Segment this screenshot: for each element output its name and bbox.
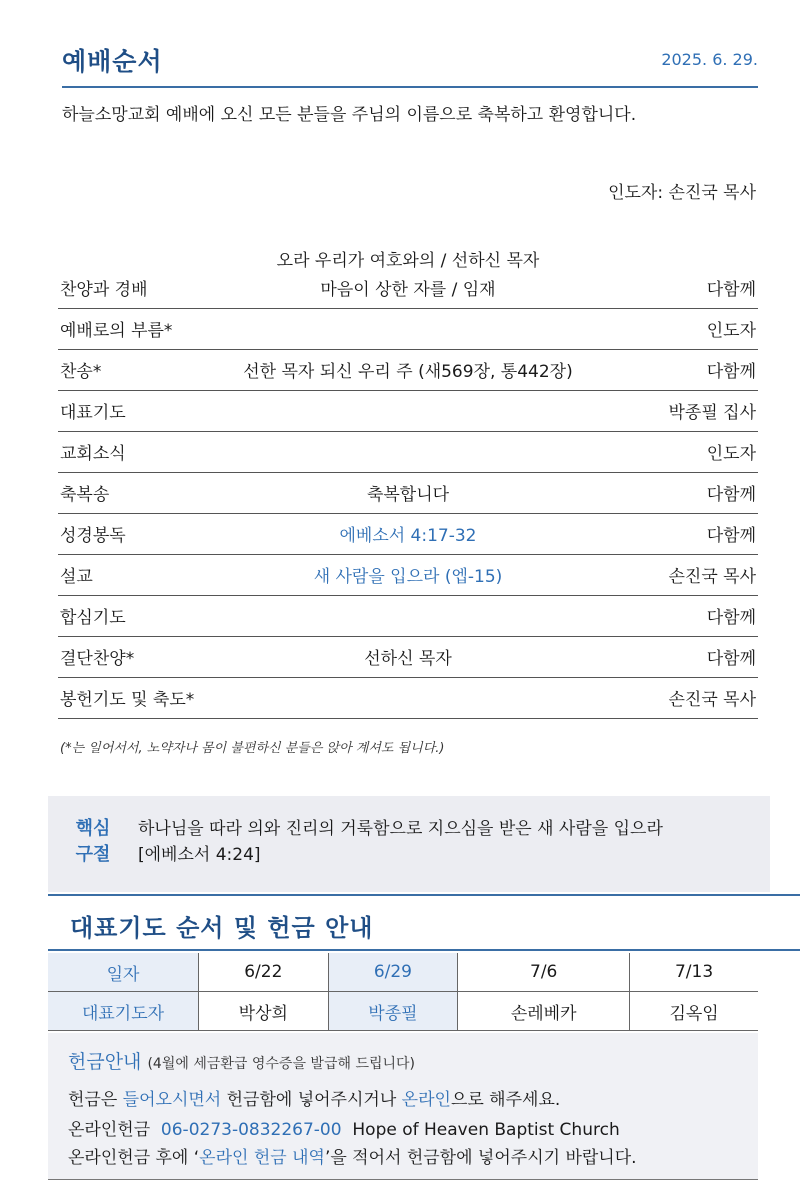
order-content: 선한 목자 되신 우리 주 (새569장, 통442장) (243, 362, 573, 382)
order-by: 다함께 (706, 608, 756, 628)
text-span: 헌금은 (68, 1090, 123, 1110)
scripture-reading: 에베소서 4:17-32 (339, 526, 477, 546)
welcome-message: 하늘소망교회 예배에 오신 모든 분들을 주님의 이름으로 축복하고 환영합니다. (62, 105, 637, 125)
order-content: 마음이 상한 자를 / 임재 (320, 280, 496, 300)
table-cell: 6/22 (199, 953, 329, 992)
table-cell-current: 6/29 (328, 953, 458, 992)
key-verse-panel (48, 796, 770, 892)
text-span-highlight: 온라인 (401, 1090, 451, 1110)
key-verse-label-line1: 핵심 (75, 818, 111, 839)
order-by: 다함께 (706, 526, 756, 546)
order-row (58, 309, 758, 350)
sermon-title: 새 사람을 입으라 (엡-15) (313, 567, 503, 587)
key-verse-body: 하나님을 따라 의와 진리의 거룩함으로 지으심을 받은 새 사람을 입으라 (138, 819, 663, 839)
key-verse-label (70, 816, 116, 868)
order-by: 다함께 (706, 649, 756, 669)
offering-line-3 (68, 1143, 637, 1168)
prayer-schedule-table (48, 953, 758, 1031)
order-content: 선하신 목자 (364, 649, 452, 669)
order-row (58, 391, 758, 432)
key-verse-text (138, 816, 663, 868)
order-item: 대표기도 (60, 403, 126, 423)
table-cell-current: 박종필 (328, 992, 458, 1031)
order-row (58, 473, 758, 514)
order-row (58, 432, 758, 473)
order-by: 다함께 (706, 280, 756, 300)
order-row (58, 555, 758, 596)
table-row (48, 992, 758, 1031)
order-content-line1: 오라 우리가 여호와의 / 선하신 목자 (276, 251, 540, 271)
order-item: 결단찬양* (60, 649, 135, 669)
offering-line-1 (68, 1085, 560, 1110)
order-content: 축복합니다 (366, 485, 450, 505)
divider (48, 894, 800, 896)
table-row (48, 953, 758, 992)
order-item: 합심기도 (60, 608, 126, 628)
page-header (62, 38, 758, 88)
order-by: 다함께 (706, 362, 756, 382)
table-cell: 박상희 (199, 992, 329, 1031)
text-span: 온라인헌금 (68, 1120, 161, 1140)
order-of-worship (58, 240, 758, 719)
offering-line-2 (68, 1115, 620, 1140)
order-item: 예배로의 부름* (60, 321, 173, 341)
order-row (58, 514, 758, 555)
divider (48, 949, 800, 951)
table-cell: 김옥임 (630, 992, 758, 1031)
order-row (58, 240, 758, 309)
order-item: 찬양과 경배 (60, 280, 148, 300)
offering-title (68, 1047, 415, 1074)
key-verse-reference: [에베소서 4:24] (138, 845, 261, 865)
section-title: 대표기도 순서 및 헌금 안내 (70, 914, 374, 942)
order-by: 손진국 목사 (668, 567, 756, 587)
order-row (58, 596, 758, 637)
text-span-highlight: 들어오시면서 (122, 1090, 222, 1110)
person-header: 대표기도자 (48, 992, 199, 1031)
order-item: 교회소식 (60, 444, 126, 464)
table-cell: 7/13 (630, 953, 758, 992)
text-span: ’을 적어서 헌금함에 넣어주시기 바랍니다. (324, 1148, 637, 1168)
order-item: 설교 (60, 567, 93, 587)
text-span: 으로 해주세요. (450, 1090, 561, 1110)
service-leader: 인도자: 손진국 목사 (608, 183, 756, 203)
text-span: 온라인헌금 후에 ‘ (68, 1148, 200, 1168)
account-holder: Hope of Heaven Baptist Church (341, 1120, 620, 1140)
order-by: 박종필 집사 (668, 403, 756, 423)
page-title: 예배순서 (62, 47, 163, 76)
offering-title-note: (4월에 세금환급 영수증을 발급해 드립니다) (147, 1056, 416, 1072)
table-cell: 손레베카 (458, 992, 630, 1031)
order-by: 다함께 (706, 485, 756, 505)
order-by: 인도자 (706, 321, 756, 341)
order-item: 찬송* (60, 362, 102, 382)
offering-panel (48, 1033, 758, 1180)
order-item: 축복송 (60, 485, 110, 505)
offering-title-text: 헌금안내 (68, 1051, 142, 1073)
key-verse-label-line2: 구절 (75, 844, 111, 865)
order-row (58, 350, 758, 391)
bulletin-date: 2025. 6. 29. (661, 50, 758, 69)
order-item: 성경봉독 (60, 526, 126, 546)
table-cell: 7/6 (458, 953, 630, 992)
order-row (58, 678, 758, 719)
text-span: 헌금함에 넣어주시거나 (221, 1090, 402, 1110)
order-row (58, 637, 758, 678)
text-span-highlight: 온라인 헌금 내역 (199, 1148, 325, 1168)
standing-note: (*는 일어서서, 노약자나 몸이 불편하신 분들은 앉아 계셔도 됩니다.) (60, 741, 445, 756)
date-header: 일자 (48, 953, 199, 992)
bank-account-number: 06-0273-0832267-00 (160, 1120, 342, 1140)
order-by: 인도자 (706, 444, 756, 464)
order-by: 손진국 목사 (668, 690, 756, 710)
order-item: 봉헌기도 및 축도* (60, 690, 195, 710)
